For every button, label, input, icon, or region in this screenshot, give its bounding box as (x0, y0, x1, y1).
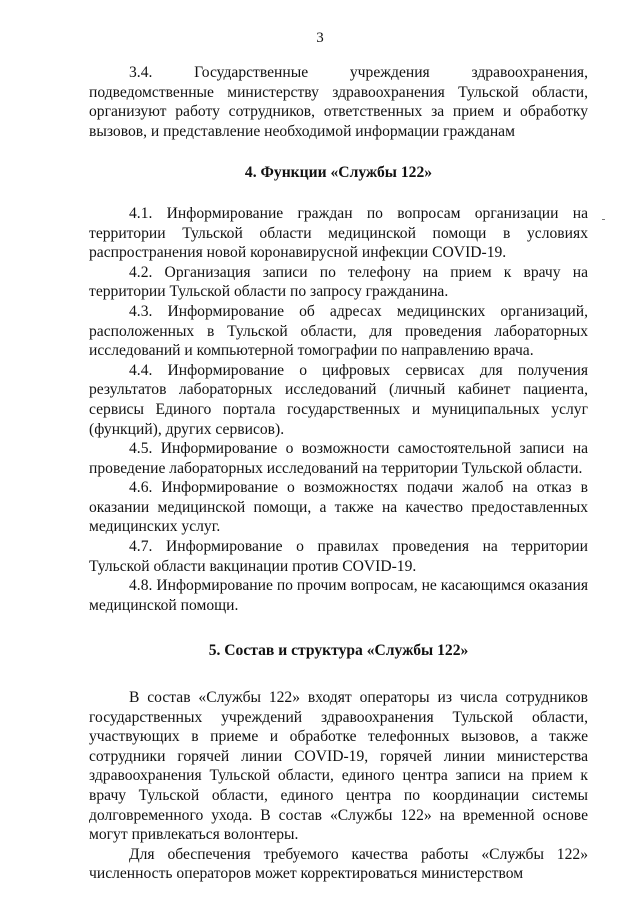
item-4-5: 4.5. Информирование о возможности самостоятельной записи на проведение лабораторных исследований на территории Тульской области. (89, 440, 588, 477)
item-4-3: 4.3. Информирование об адресах медицинских организаций, расположенных в Тульской области, для проведения лабораторных исследований и компьютерной томографии по направлению врача. (89, 302, 588, 360)
item-4-1: 4.1. Информирование граждан по вопросам организации на территории Тульской области медицинской помощи в условиях распространения новой коронавирусной инфекции COVID-19. (89, 204, 588, 262)
item-4-8: 4.8. Информирование по прочим вопросам, не касающимся оказания медицинской помощи. (89, 577, 588, 614)
section-5-paragraph-1: В состав «Службы 122» входят операторы из числа сотрудников государственных учреждений здравоохранения Тульской области, участвующих в приеме и обработке телефонных вызовов, а также сотрудники горячей линии COVID-19, горячей линии министерства здравоохранения Тульской области, единого центра записи на прием к врачу Тульской области, единого центра по координации системы долговременного ухода. В состав «Службы 122» на временной основе могут привлекаться волонтеры. (89, 689, 588, 844)
section-4-heading: 4. Функции «Службы 122» (244, 164, 433, 182)
scan-mark (602, 219, 605, 220)
item-4-4: 4.4. Информирование о цифровых сервисах для получения результатов лабораторных исследований (личный кабинет пациента, сервисы Единого портала государственных и муниципальных услуг (функций), других сервисов). (89, 361, 588, 438)
paragraph-3-4: 3.4. Государственные учреждения здравоохранения, подведомственные министерству здравоохранения Тульской области, организуют работу сотрудников, ответственных за прием и обработку вызовов, и представление необходимой информации гражданам (89, 64, 588, 140)
section-5-heading: 5. Состав и структура «Службы 122» (208, 642, 469, 660)
item-4-2: 4.2. Организация записи по телефону на прием к врачу на территории Тульской области по запросу гражданина. (89, 263, 588, 301)
document-body (89, 63, 588, 884)
item-4-7: 4.7. Информирование о правилах проведения на территории Тульской области вакцинации против COVID-19. (89, 538, 588, 575)
section-5-paragraph-2: Для обеспечения требуемого качества работы «Службы 122» численность операторов может корректироваться министерством (89, 845, 588, 883)
page-number: 3 (316, 30, 324, 46)
item-4-6: 4.6. Информирование о возможностях подачи жалоб на отказ в оказании медицинской помощи, а также на качество предоставленных медицинских услуг. (89, 479, 588, 536)
